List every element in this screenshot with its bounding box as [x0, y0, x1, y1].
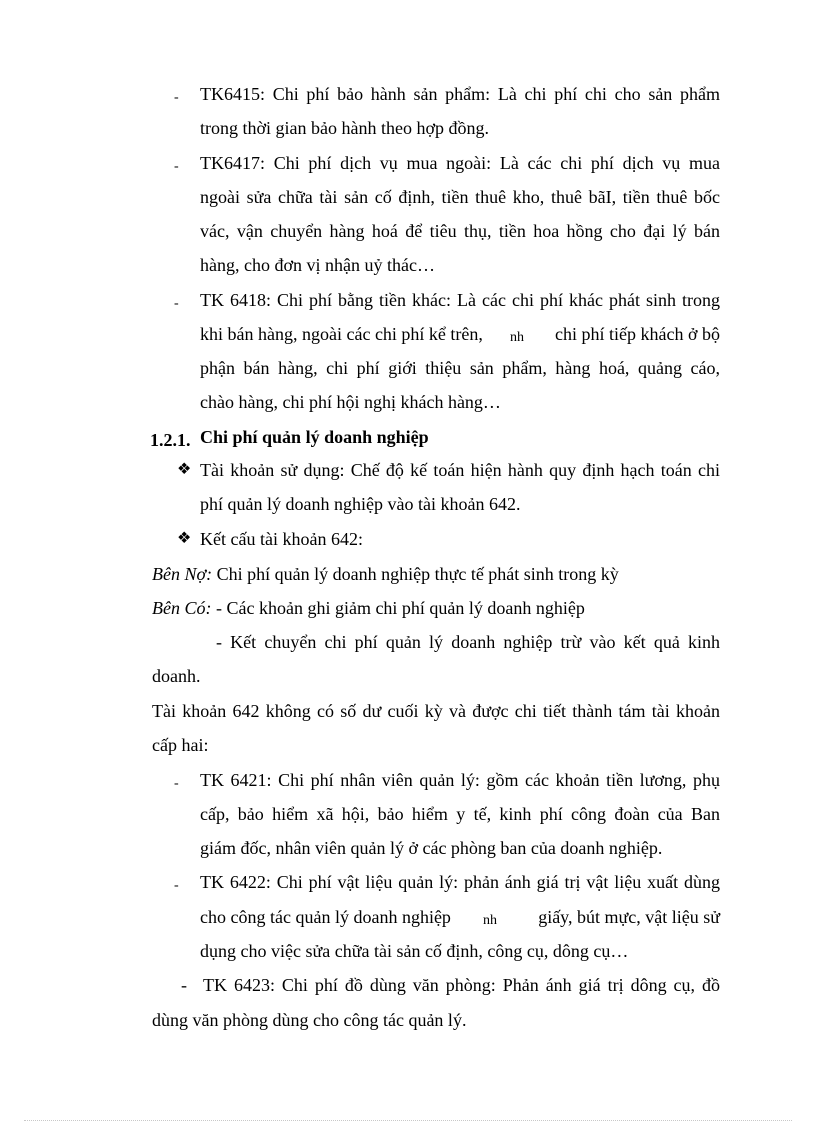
tk6415-line-2: trong thời gian bảo hành theo hợp đồng. [200, 118, 489, 138]
footer-divider [24, 1120, 792, 1121]
tk6417-line-2: ngoài sửa chữa tài sản cố định, tiền thuê kho, thuê bãI, tiền thuê bốc [200, 187, 720, 207]
section-number: 1.2.1. [150, 430, 191, 450]
tk6418-line-2b: nh [510, 330, 524, 345]
debit-text: Chi phí quản lý doanh nghiệp thực tế phát sinh trong kỳ [216, 564, 619, 584]
tk6421-line-1: TK 6421: Chi phí nhân viên quản lý: gồm các khoản tiền lương, phụ [200, 770, 720, 790]
bullet-dash: - [174, 159, 179, 174]
tk6422-line-2a: cho công tác quản lý doanh nghiệp [200, 907, 451, 927]
summary-line-2: cấp hai: [152, 735, 209, 755]
tk6423-line-1: TK 6423: Chi phí đồ dùng văn phòng: Phản ánh giá trị dông cụ, đồ [203, 975, 720, 995]
bullet-dash: - [174, 296, 179, 311]
credit-label: Bên Có: [152, 598, 212, 618]
credit2-line-2: doanh. [152, 666, 201, 686]
tk6417-line-3: vác, vận chuyển hàng hoá để tiêu thụ, tiền hoa hồng cho đại lý bán [200, 221, 720, 241]
credit-row [152, 596, 585, 620]
tk6418-line-4: chào hàng, chi phí hội nghị khách hàng… [200, 392, 501, 412]
section-title: Chi phí quản lý doanh nghiệp [200, 427, 429, 447]
tk6422-line-3: dụng cho việc sửa chữa tài sản cố định, công cụ, dông cụ… [200, 941, 629, 961]
diamond-bullet: ❖ [177, 461, 192, 478]
debit-label: Bên Nợ: [152, 564, 213, 584]
tk6421-line-2: cấp, bảo hiểm xã hội, bảo hiểm y tế, kinh phí công đoàn của Ban [200, 804, 720, 824]
tk6417-line-4: hàng, cho đơn vị nhận uỷ thác… [200, 255, 435, 275]
bullet-dash: - [174, 776, 179, 791]
debit-row [152, 562, 619, 586]
tk6418-line-2a: khi bán hàng, ngoài các chi phí kể trên, [200, 324, 483, 344]
tk6418-line-1: TK 6418: Chi phí bằng tiền khác: Là các chi phí khác phát sinh trong [200, 290, 720, 310]
diamond-bullet: ❖ [177, 530, 192, 547]
tk6423-dash: - [181, 975, 187, 995]
tk6417-line-1: TK6417: Chi phí dịch vụ mua ngoài: Là các chi phí dịch vụ mua [200, 153, 720, 173]
bullet-dash: - [174, 90, 179, 105]
account-used-line-1: Tài khoản sử dụng: Chế độ kế toán hiện hành quy định hạch toán chi [200, 460, 720, 480]
tk6418-line-3: phận bán hàng, chi phí giới thiệu sản phẩm, hàng hoá, quảng cáo, [200, 358, 720, 378]
credit-text: - Các khoản ghi giảm chi phí quản lý doanh nghiệp [215, 598, 585, 618]
account-used-line-2: phí quản lý doanh nghiệp vào tài khoản 642. [200, 494, 521, 514]
tk6423-line-2: dùng văn phòng dùng cho công tác quản lý. [152, 1010, 467, 1030]
tk6418-line-2c: chi phí tiếp khách ở bộ [555, 324, 720, 344]
tk6422-line-1: TK 6422: Chi phí vật liệu quản lý: phản ánh giá trị vật liệu xuất dùng [200, 872, 720, 892]
tk6421-line-3: giám đốc, nhân viên quản lý ở các phòng ban của doanh nghiệp. [200, 838, 663, 858]
structure-line: Kết cấu tài khoản 642: [200, 529, 363, 549]
tk6422-line-2b: nh [483, 913, 497, 928]
tk6422-line-2c: giấy, bút mực, vật liệu sử [538, 907, 720, 927]
summary-line-1: Tài khoản 642 không có số dư cuối kỳ và được chi tiết thành tám tài khoản [152, 701, 720, 721]
tk6415-line-1: TK6415: Chi phí bảo hành sản phẩm: Là chi phí chi cho sản phẩm [200, 84, 720, 104]
credit2-line-1: - Kết chuyển chi phí quản lý doanh nghiệp trừ vào kết quả kinh [216, 632, 720, 652]
bullet-dash: - [174, 878, 179, 893]
